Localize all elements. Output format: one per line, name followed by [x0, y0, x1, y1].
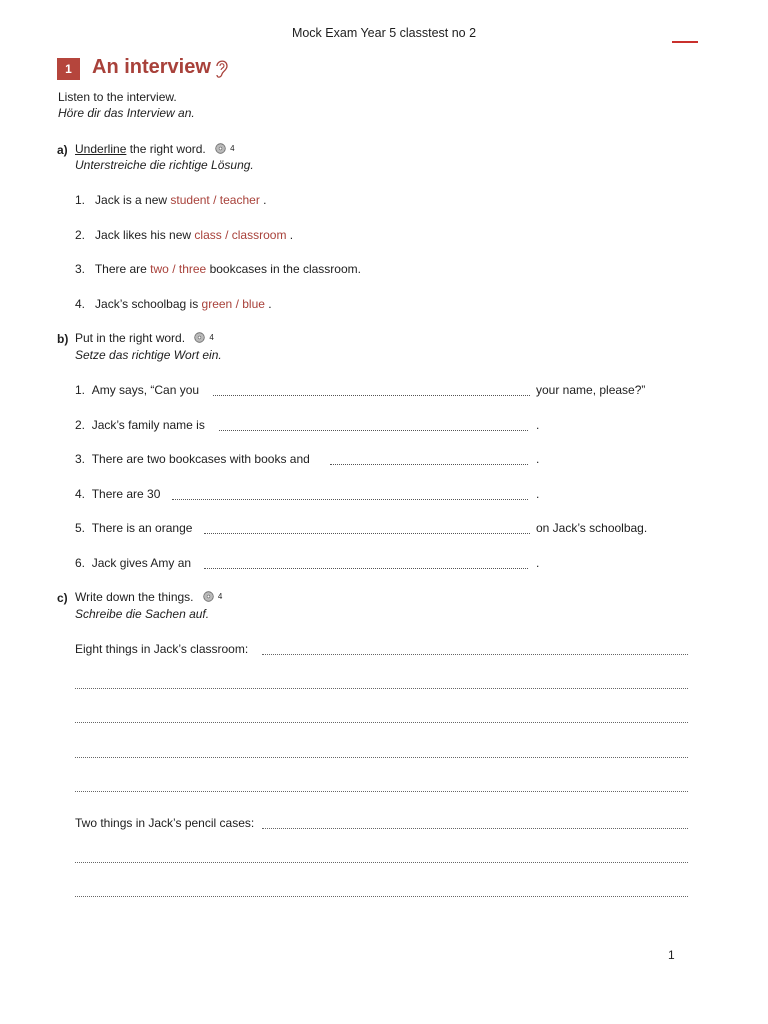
item-number: 5. [75, 521, 86, 535]
item-number: 1. [75, 193, 86, 207]
item-number: 2. [75, 228, 86, 242]
part-b-instruction-text: Put in the right word. [75, 331, 186, 345]
part-b-item [75, 452, 310, 466]
option-1[interactable]: class [194, 228, 222, 242]
option-1[interactable]: two [150, 262, 169, 276]
item-text: There is an orange [91, 521, 193, 535]
option-2[interactable]: classroom [231, 228, 287, 242]
part-a-item [75, 193, 267, 207]
part-c-instruction [75, 590, 222, 604]
writing-line[interactable] [262, 828, 688, 829]
item-number: 4. [75, 297, 86, 311]
part-b-item [75, 383, 199, 397]
item-text: Jack is a new [95, 193, 171, 207]
option-2[interactable]: teacher [219, 193, 260, 207]
answer-line[interactable] [172, 499, 528, 500]
option-separator: / [221, 228, 232, 242]
item-text-after: . [536, 556, 540, 570]
writing-line[interactable] [75, 688, 688, 689]
part-a-label: a) [57, 143, 68, 157]
part-c-points: 4 [217, 592, 223, 601]
option-2[interactable]: blue [242, 297, 265, 311]
item-number: 4. [75, 487, 86, 501]
section-title: An interview [92, 56, 211, 78]
item-end: . [264, 297, 272, 311]
item-end: bookcases in the classroom. [206, 262, 361, 276]
part-b-item [75, 556, 191, 570]
part-c-label: c) [57, 591, 68, 605]
part-b-instruction [75, 331, 214, 345]
item-text: Jack’s schoolbag is [95, 297, 202, 311]
option-separator: / [232, 297, 243, 311]
option-1[interactable]: green [201, 297, 233, 311]
part-c-instruction-text: Write down the things. [75, 590, 194, 604]
item-text: There are two bookcases with books and [91, 452, 310, 466]
writing-line[interactable] [262, 654, 688, 655]
writing-line[interactable] [75, 791, 688, 792]
instruction-en: Listen to the interview. [58, 90, 177, 104]
answer-line[interactable] [204, 533, 530, 534]
item-number: 3. [75, 452, 86, 466]
item-number: 2. [75, 418, 86, 432]
item-text: Amy says, “Can you [91, 383, 200, 397]
underline-word: Underline [75, 142, 127, 156]
item-text: Jack gives Amy an [91, 556, 192, 570]
item-text: Jack’s family name is [91, 418, 205, 432]
part-a-instruction-rest: the right word. [126, 142, 206, 156]
item-end: . [259, 193, 267, 207]
option-separator: / [168, 262, 179, 276]
item-text-after: . [536, 487, 540, 501]
writing-line[interactable] [75, 862, 688, 863]
part-b-item [75, 521, 192, 535]
part-a-points: 4 [230, 144, 235, 153]
answer-line[interactable] [204, 568, 528, 569]
writing-line[interactable] [75, 896, 688, 897]
cd-audio-icon [194, 332, 205, 343]
answer-line[interactable] [219, 430, 528, 431]
item-text-after: . [536, 452, 540, 466]
item-end: . [286, 228, 294, 242]
item-number: 6. [75, 556, 86, 570]
writing-line[interactable] [75, 757, 688, 758]
item-text: There are 30 [91, 487, 161, 501]
section-number: 1 [57, 58, 80, 80]
item-text: Jack likes his new [95, 228, 195, 242]
answer-line[interactable] [330, 464, 528, 465]
cd-audio-icon [203, 591, 214, 602]
part-b-points: 4 [209, 333, 214, 342]
part-a-instruction-de: Unterstreiche die richtige Lösung. [75, 158, 254, 172]
item-number: 3. [75, 262, 86, 276]
classroom-things-prompt: Eight things in Jack’s classroom: [75, 642, 249, 656]
part-a-item [75, 262, 361, 276]
part-c-instruction-de: Schreibe die Sachen auf. [75, 607, 210, 621]
part-b-instruction-de: Setze das richtige Wort ein. [75, 348, 222, 362]
item-text-after: your name, please?” [536, 383, 646, 397]
page-number: 1 [668, 948, 675, 962]
answer-line[interactable] [213, 395, 530, 396]
exam-title: Mock Exam Year 5 classtest no 2 [291, 26, 477, 40]
part-b-label: b) [57, 332, 69, 346]
red-edge-mark [672, 41, 698, 43]
part-a-item [75, 297, 272, 311]
option-1[interactable]: student [170, 193, 210, 207]
part-b-item [75, 418, 205, 432]
part-a-item [75, 228, 293, 242]
writing-line[interactable] [75, 722, 688, 723]
option-2[interactable]: three [178, 262, 207, 276]
cd-audio-icon [215, 143, 226, 154]
option-separator: / [209, 193, 220, 207]
ear-listening-icon [212, 57, 232, 81]
part-b-item [75, 487, 160, 501]
instruction-de: Höre dir das Interview an. [58, 106, 195, 120]
item-text-after: on Jack’s schoolbag. [536, 521, 648, 535]
item-text: There are [94, 262, 151, 276]
part-a-instruction [75, 142, 235, 156]
item-number: 1. [75, 383, 86, 397]
pencil-case-things-prompt: Two things in Jack’s pencil cases: [75, 816, 255, 830]
item-text-after: . [536, 418, 540, 432]
